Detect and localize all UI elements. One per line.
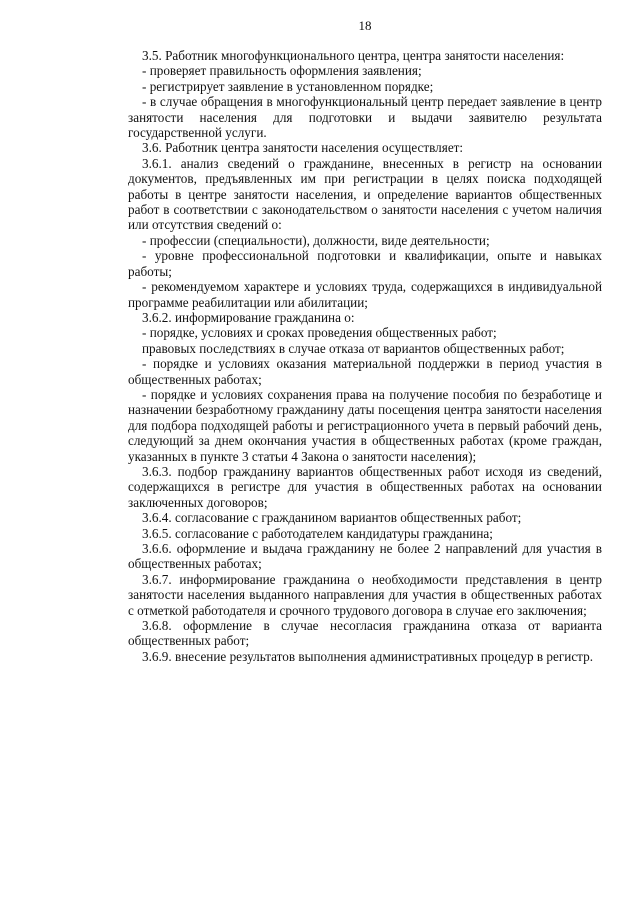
- document-body: [128, 48, 602, 664]
- paragraph: 3.6.8. оформление в случае несогласия гражданина отказа от варианта общественных работ;: [128, 618, 602, 649]
- paragraph: - уровне профессиональной подготовки и квалификации, опыте и навыках работы;: [128, 248, 602, 279]
- paragraph: 3.6. Работник центра занятости населения осуществляет:: [142, 140, 464, 156]
- paragraph: 3.6.1. анализ сведений о гражданине, внесенных в регистр на основании документов, предъявленных им при регистрации в целях поиска подходящей работы в центре занятости населения, и определение вариантов общественных работ в соответствии с законодательством о занятости населения с учетом наличия или отсутствия сведений о:: [128, 155, 602, 233]
- paragraph: - проверяет правильность оформления заявления;: [142, 63, 422, 79]
- paragraph: 3.6.9. внесение результатов выполнения административных процедур в регистр.: [142, 648, 593, 664]
- paragraph: 3.6.5. согласование с работодателем кандидатуры гражданина;: [142, 525, 493, 541]
- paragraph: - в случае обращения в многофункциональный центр передает заявление в центр занятости населения для подготовки и выдачи заявителю результата государственной услуги.: [128, 94, 602, 141]
- paragraph: 3.6.3. подбор гражданину вариантов общественных работ исходя из сведений, содержащихся в регистре для участия в общественных работах на основании заключенных договоров;: [128, 463, 602, 510]
- paragraph: - рекомендуемом характере и условиях труда, содержащихся в индивидуальной программе реабилитации или абилитации;: [128, 279, 602, 310]
- page-number: 18: [358, 18, 372, 33]
- paragraph: - порядке, условиях и сроках проведения общественных работ;: [142, 325, 497, 341]
- paragraph: 3.6.4. согласование с гражданином вариантов общественных работ;: [142, 510, 522, 526]
- paragraph: - профессии (специальности), должности, виде деятельности;: [142, 232, 490, 248]
- paragraph: 3.6.6. оформление и выдача гражданину не более 2 направлений для участия в общественных работах;: [128, 541, 602, 572]
- paragraph: - регистрирует заявление в установленном порядке;: [142, 78, 434, 94]
- paragraph: 3.5. Работник многофункционального центра, центра занятости населения:: [142, 48, 565, 63]
- paragraph: 3.6.2. информирование гражданина о:: [142, 309, 355, 325]
- paragraph: 3.6.7. информирование гражданина о необходимости представления в центр занятости населения выданного направления для участия в общественных работах с отметкой работодателя и срочного трудового договора в случае его заключения;: [128, 571, 602, 618]
- paragraph: - порядке и условиях сохранения права на получение пособия по безработице и назначении безработному гражданину даты посещения центра занятости населения для подбора подходящей работы и регистрационного учета в первый рабочий день, следующий за днем окончания участия в общественных работах (кроме граждан, указанных в пункте 3 статьи 4 Закона о занятости населения);: [128, 386, 602, 464]
- paragraph: правовых последствиях в случае отказа от вариантов общественных работ;: [142, 340, 565, 356]
- paragraph: - порядке и условиях оказания материальной поддержки в период участия в общественных работах;: [128, 356, 602, 387]
